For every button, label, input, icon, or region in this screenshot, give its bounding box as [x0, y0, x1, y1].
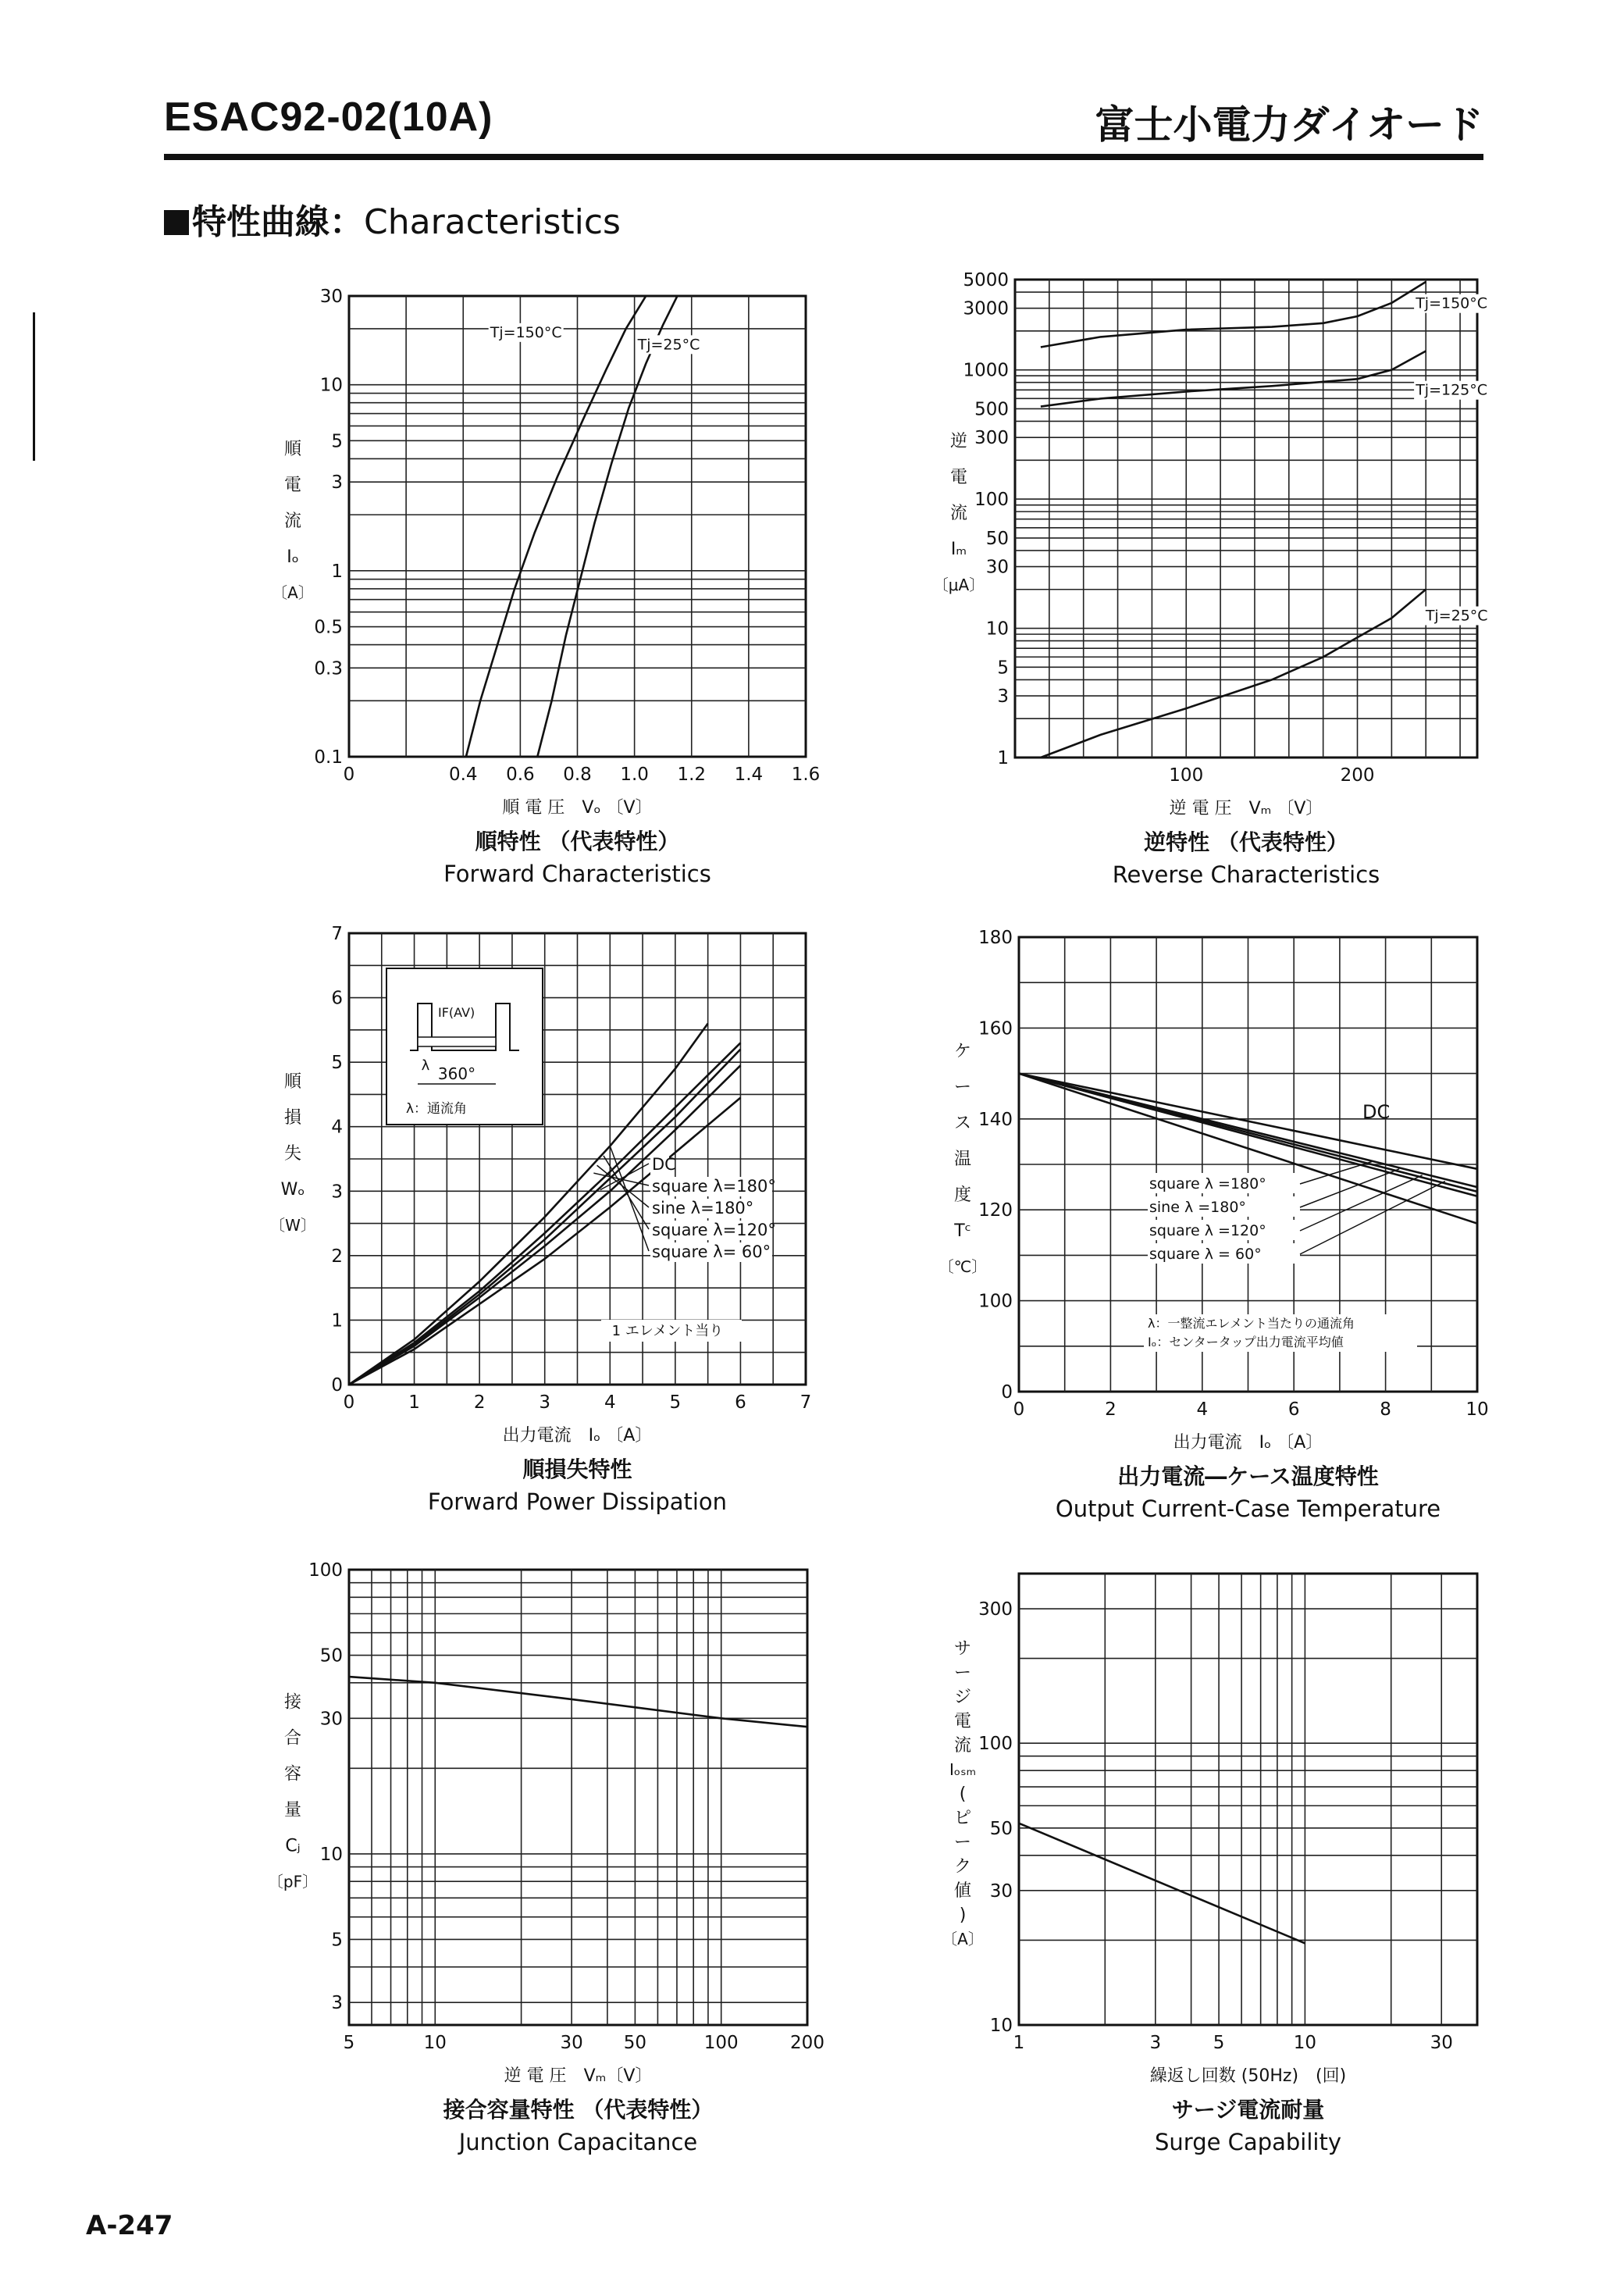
y-tick-label: 3 — [331, 472, 343, 494]
x-axis-label: 出力電流 Iₒ 〔A〕 — [502, 1426, 653, 1446]
grid — [1019, 1574, 1477, 2025]
y-tick-label: 500 — [974, 399, 1009, 420]
series-line — [466, 296, 646, 757]
y-axis-label-char: 量 — [283, 1800, 302, 1820]
x-tick-label: 30 — [560, 2033, 583, 2053]
y-axis-label-char: 合 — [283, 1728, 302, 1749]
product-category: 富士小電力ダイオード — [1095, 102, 1483, 148]
y-tick-label: 100 — [308, 1560, 343, 1581]
y-tick-label: 5 — [331, 1053, 343, 1074]
y-tick-label: 1 — [331, 561, 343, 582]
y-axis-label-char: 流 — [283, 512, 302, 531]
y-axis-label-char: ー — [953, 1078, 972, 1097]
x-tick-label: 6 — [735, 1392, 746, 1413]
y-axis-label-char: サ — [953, 1639, 972, 1659]
series-line — [1019, 1823, 1305, 1944]
x-tick-label: 4 — [1196, 1399, 1209, 1420]
x-tick-label: 200 — [1340, 765, 1375, 786]
x-tick-label: 0 — [1013, 1399, 1025, 1420]
y-axis-label-char: 流 — [949, 504, 968, 523]
chart-title-jp: サージ電流耐量 — [1171, 2097, 1325, 2123]
y-axis-label-char: 順 — [283, 1072, 302, 1092]
y-tick-label: 1 — [331, 1310, 343, 1332]
chart-forward — [272, 287, 820, 887]
y-tick-label: 10 — [319, 375, 343, 396]
y-tick-label: 50 — [319, 1645, 343, 1667]
x-tick-label: 0.8 — [563, 765, 592, 785]
grid — [349, 296, 806, 757]
y-axis-label-char: 度 — [953, 1185, 972, 1205]
y-axis-label-char: 電 — [949, 468, 968, 487]
dc-label: DC — [1362, 1101, 1391, 1123]
y-tick-label: 100 — [978, 1291, 1013, 1312]
average-band — [418, 1037, 496, 1046]
y-axis-label-char: 〔A〕 — [942, 1930, 984, 1948]
y-tick-label: 1000 — [963, 360, 1009, 381]
legend-label: square λ = 60° — [1149, 1246, 1262, 1263]
y-axis-label-char: Iₘ — [950, 540, 967, 559]
y-tick-label: 30 — [989, 1881, 1013, 1902]
chart-note: Iₒ：センタータップ出力電流平均値 — [1148, 1335, 1344, 1349]
y-tick-label: 100 — [978, 1734, 1013, 1755]
y-axis-label-char: 値 — [953, 1881, 972, 1901]
x-tick-label: 100 — [703, 2033, 739, 2053]
series-line — [349, 1677, 807, 1727]
y-tick-label: 3000 — [963, 298, 1009, 319]
chart-note: λ：一整流エレメント当たりの通流角 — [1148, 1316, 1355, 1331]
y-tick-label: 6 — [331, 988, 343, 1009]
curve-label: Tj=150°C — [1416, 294, 1488, 312]
section-title-jp: 特性曲線： — [192, 202, 364, 242]
x-tick-label: 2 — [1105, 1399, 1116, 1420]
plot-frame — [349, 1570, 807, 2025]
x-tick-label: 10 — [1466, 1399, 1489, 1420]
x-tick-label: 1.0 — [620, 765, 649, 785]
x-axis-label: 逆 電 圧 Vₘ 〔V〕 — [1169, 799, 1323, 818]
chart-title-en: Junction Capacitance — [458, 2129, 698, 2155]
inset-lambda-label: λ — [421, 1057, 430, 1074]
x-tick-label: 0 — [343, 765, 355, 785]
legend-label: square λ=180° — [652, 1177, 776, 1196]
leader-line — [1300, 1182, 1445, 1254]
curve-label: Tj=25°C — [637, 336, 700, 354]
x-tick-label: 8 — [1380, 1399, 1391, 1420]
y-tick-label: 50 — [985, 528, 1009, 549]
y-tick-label: 1 — [997, 748, 1009, 768]
curve-label: Tj=125°C — [1416, 381, 1488, 399]
x-tick-label: 0.4 — [448, 765, 478, 785]
y-tick-label: 10 — [989, 2016, 1013, 2036]
y-tick-label: 30 — [985, 557, 1009, 578]
y-axis-label-char: ケ — [953, 1042, 972, 1061]
y-tick-label: 5 — [331, 1930, 343, 1951]
y-axis-label-char: ー — [953, 1663, 972, 1683]
y-tick-label: 300 — [978, 1599, 1013, 1620]
legend-label: sine λ=180° — [652, 1199, 754, 1217]
x-tick-label: 1.6 — [791, 765, 821, 785]
x-tick-label: 50 — [623, 2033, 647, 2053]
y-tick-label: 5000 — [963, 270, 1009, 291]
chart-reverse — [933, 270, 1490, 888]
element-note: 1 エレメント当り — [611, 1323, 724, 1339]
x-tick-label: 7 — [800, 1392, 812, 1413]
y-axis-label-char: 順 — [283, 440, 302, 459]
chart-capacitance — [268, 1560, 824, 2155]
chart-title-en: Output Current-Case Temperature — [1055, 1495, 1441, 1522]
y-axis-label-char: Cⱼ — [285, 1836, 301, 1856]
y-axis-label-char: 温 — [953, 1150, 972, 1169]
part-number: ESAC92-02(10A) — [164, 94, 493, 140]
inset-current-label: IF(AV) — [438, 1005, 475, 1020]
y-axis-label-char: ピ — [953, 1809, 972, 1828]
y-axis-label-char: Wₒ — [280, 1180, 305, 1200]
y-axis-label-char: ( — [959, 1784, 967, 1804]
series-line — [1041, 590, 1426, 758]
x-axis-label: 繰返し回数 (50Hz) (回) — [1149, 2066, 1347, 2086]
plot-frame — [1019, 1574, 1477, 2025]
x-tick-label: 10 — [1293, 2033, 1317, 2053]
legend-label: DC — [652, 1155, 676, 1174]
x-tick-label: 0.6 — [506, 765, 535, 785]
y-tick-label: 7 — [331, 924, 343, 944]
y-axis-label-char: 〔pF〕 — [267, 1872, 319, 1891]
chart-title-jp: 順損失特性 — [522, 1456, 632, 1482]
y-axis-label-char: 接 — [283, 1692, 302, 1713]
x-tick-label: 1 — [1013, 2033, 1025, 2053]
y-axis-label-char: 〔μA〕 — [932, 576, 985, 594]
y-tick-label: 0.5 — [314, 617, 343, 638]
legend-label: square λ=120° — [652, 1221, 776, 1239]
y-tick-label: 5 — [997, 658, 1009, 679]
x-tick-label: 5 — [1213, 2033, 1225, 2053]
y-tick-label: 300 — [974, 428, 1009, 449]
x-tick-label: 100 — [1169, 765, 1204, 786]
x-tick-label: 30 — [1430, 2033, 1453, 2053]
legend-label: square λ =120° — [1149, 1222, 1266, 1239]
x-tick-label: 1.2 — [677, 765, 707, 785]
y-axis-label-char: 逆 — [949, 432, 968, 451]
chart-title-en: Forward Characteristics — [443, 861, 711, 887]
x-tick-label: 6 — [1287, 1399, 1300, 1420]
y-tick-label: 0 — [1001, 1382, 1013, 1403]
y-axis-label-char: 容 — [283, 1764, 302, 1784]
y-tick-label: 0.3 — [314, 658, 343, 679]
grid — [349, 1570, 807, 2025]
chart-title-jp: 順特性 （代表特性） — [475, 829, 680, 854]
y-axis-label-char: 流 — [953, 1736, 972, 1756]
y-tick-label: 3 — [331, 1993, 343, 2014]
y-axis-label-char: ジ — [953, 1688, 972, 1707]
y-axis-label-char: ス — [953, 1114, 972, 1133]
x-tick-label: 3 — [1149, 2033, 1162, 2053]
x-tick-label: 5 — [343, 2033, 355, 2053]
x-tick-label: 0 — [343, 1392, 355, 1413]
x-tick-label: 1.4 — [734, 765, 764, 785]
y-tick-label: 180 — [978, 928, 1013, 948]
section-title-en: Characteristics — [364, 202, 621, 242]
x-axis-label: 逆 電 圧 Vₘ〔V〕 — [504, 2066, 653, 2086]
grid — [1015, 280, 1477, 758]
y-tick-label: 2 — [331, 1246, 343, 1267]
y-tick-label: 3 — [331, 1182, 343, 1203]
x-tick-label: 3 — [539, 1392, 551, 1413]
y-tick-label: 160 — [978, 1018, 1013, 1039]
x-tick-label: 2 — [473, 1392, 486, 1413]
y-axis-label-char: 〔W〕 — [269, 1216, 316, 1235]
curve-label: Tj=25°C — [1425, 607, 1488, 625]
y-tick-label: 10 — [319, 1844, 343, 1865]
y-tick-label: 10 — [985, 619, 1009, 640]
chart-title-en: Forward Power Dissipation — [427, 1488, 728, 1515]
x-axis-label: 順 電 圧 Vₒ 〔V〕 — [502, 798, 653, 818]
y-tick-label: 50 — [989, 1818, 1013, 1839]
power-legend — [386, 968, 776, 1342]
y-tick-label: 5 — [331, 431, 343, 452]
y-tick-label: 30 — [319, 1709, 343, 1730]
y-axis-label-char: Iₒₛₘ — [949, 1760, 977, 1779]
y-tick-label: 140 — [978, 1109, 1013, 1130]
chart-title-jp: 逆特性 （代表特性） — [1144, 829, 1348, 855]
y-axis-label-char: Iₒ — [287, 547, 299, 567]
y-axis-label-char: 〔A〕 — [272, 583, 314, 602]
y-tick-label: 4 — [331, 1117, 343, 1138]
legend-label: square λ =180° — [1149, 1175, 1266, 1192]
page-number: A-247 — [86, 2210, 173, 2241]
chart-title-jp: 接合容量特性 （代表特性） — [443, 2097, 714, 2123]
chart-title-jp: 出力電流―ケース温度特性 — [1117, 1463, 1379, 1489]
y-tick-label: 100 — [974, 490, 1009, 511]
y-tick-label: 3 — [997, 686, 1009, 708]
y-axis-label-char: 〔℃〕 — [938, 1257, 988, 1276]
x-tick-label: 10 — [423, 2033, 447, 2053]
x-tick-label: 1 — [408, 1392, 420, 1413]
chart-surge — [942, 1574, 1477, 2155]
y-axis-label-char: Tᶜ — [954, 1221, 971, 1241]
y-axis-label-char: 損 — [283, 1108, 302, 1128]
curve-label: Tj=150°C — [490, 323, 562, 341]
y-tick-label: 120 — [978, 1200, 1013, 1221]
inset-note: λ：通流角 — [406, 1101, 468, 1117]
x-tick-label: 200 — [790, 2033, 824, 2053]
y-tick-label: 30 — [319, 287, 343, 307]
legend-label: sine λ =180° — [1149, 1199, 1246, 1216]
y-axis-label-char: 失 — [283, 1144, 302, 1164]
y-tick-label: 0.1 — [314, 747, 343, 768]
y-axis-label-char: ) — [959, 1905, 967, 1925]
y-axis-label-char: ー — [953, 1833, 972, 1852]
y-axis-label-char: 電 — [953, 1712, 972, 1731]
x-tick-label: 5 — [669, 1392, 682, 1413]
chart-title-en: Surge Capability — [1155, 2129, 1341, 2155]
x-tick-label: 4 — [604, 1392, 616, 1413]
chart-title-en: Reverse Characteristics — [1112, 861, 1380, 888]
y-axis-label-char: ク — [953, 1857, 972, 1877]
x-axis-label: 出力電流 Iₒ 〔A〕 — [1173, 1433, 1323, 1453]
legend-label: square λ= 60° — [652, 1242, 771, 1261]
leader-line — [1300, 1169, 1399, 1207]
y-tick-label: 0 — [331, 1375, 343, 1396]
y-axis-label-char: 電 — [283, 476, 302, 495]
inset-angle-label: 360° — [437, 1064, 476, 1083]
